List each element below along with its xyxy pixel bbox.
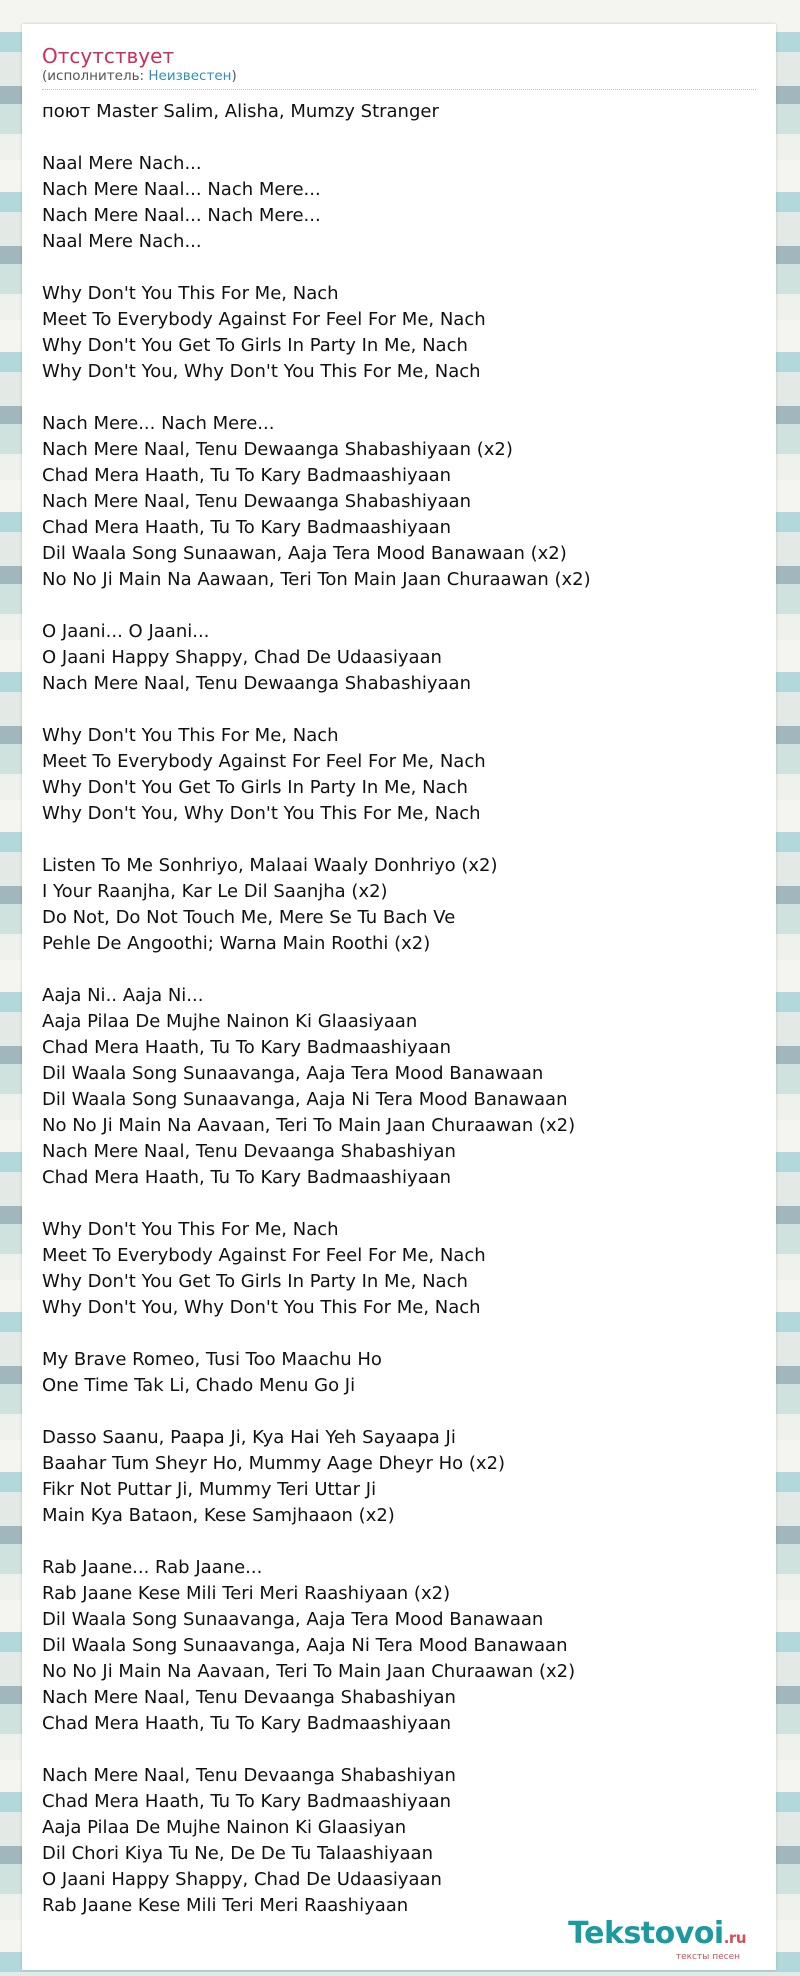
lyric-line: Aaja Pilaa De Mujhe Nainon Ki Glaasiyaan (42, 1011, 418, 1032)
lyric-line: No No Ji Main Na Aawaan, Teri Ton Main Jaan Churaawan (x2) (42, 569, 591, 590)
lyric-line: Rab Jaane Kese Mili Teri Meri Raashiyaan (x2) (42, 1583, 451, 1604)
lyric-line: My Brave Romeo, Tusi Too Maachu Ho (42, 1349, 382, 1370)
lyric-line: Nach Mere Naal, Tenu Dewaanga Shabashiyaan (42, 491, 471, 512)
lyrics-stanza (42, 281, 756, 385)
lyric-line: Nach Mere Naal, Tenu Dewaanga Shabashiyaan (42, 673, 471, 694)
lyric-line: Dil Waala Song Sunaavanga, Aaja Ni Tera Mood Banawaan (42, 1635, 568, 1656)
lyrics-stanza (42, 151, 756, 255)
lyric-line: Do Not, Do Not Touch Me, Mere Se Tu Bach Ve (42, 907, 456, 928)
lyric-line: Meet To Everybody Against For Feel For Me, Nach (42, 309, 486, 330)
lyric-line: Rab Jaane Kese Mili Teri Meri Raashiyaan (42, 1895, 409, 1916)
lyric-line: Why Don't You Get To Girls In Party In Me, Nach (42, 335, 468, 356)
lyric-line: Nach Mere Naal... Nach Mere... (42, 179, 321, 200)
lyric-line: O Jaani Happy Shappy, Chad De Udaasiyaan (42, 1869, 442, 1890)
lyric-line: O Jaani... O Jaani... (42, 621, 210, 642)
lyric-line: Dil Waala Song Sunaavanga, Aaja Ni Tera Mood Banawaan (42, 1089, 568, 1110)
lyric-line: Why Don't You This For Me, Nach (42, 283, 339, 304)
lyric-line: Naal Mere Nach... (42, 231, 202, 252)
lyric-line: Meet To Everybody Against For Feel For Me, Nach (42, 1245, 486, 1266)
lyric-line: Listen To Me Sonhriyo, Malaai Waaly Donhriyo (x2) (42, 855, 498, 876)
artist-link[interactable]: Неизвестен (148, 68, 232, 84)
lyric-line: Why Don't You This For Me, Nach (42, 1219, 339, 1240)
lyric-line: Chad Mera Haath, Tu To Kary Badmaashiyaan (42, 1167, 452, 1188)
site-logo[interactable] (568, 1918, 746, 1962)
lyric-line: Dil Chori Kiya Tu Ne, De De Tu Talaashiyaan (42, 1843, 433, 1864)
lyric-line: Dil Waala Song Sunaavanga, Aaja Tera Mood Banawaan (42, 1609, 544, 1630)
lyric-line: Chad Mera Haath, Tu To Kary Badmaashiyaan (42, 1037, 452, 1058)
lyric-line: Nach Mere Naal, Tenu Devaanga Shabashiyan (42, 1141, 456, 1162)
logo-name: Tekstovoi (568, 1916, 724, 1951)
lyrics-stanza (42, 1763, 756, 1919)
song-title: Отсутствует (42, 44, 175, 68)
lyric-line: Why Don't You Get To Girls In Party In Me, Nach (42, 777, 468, 798)
lyric-line: Why Don't You, Why Don't You This For Me, Nach (42, 803, 481, 824)
lyrics-stanza (42, 853, 756, 957)
lyrics-stanza (42, 411, 756, 593)
lyric-line: Aaja Ni.. Aaja Ni... (42, 985, 204, 1006)
lyric-line: Chad Mera Haath, Tu To Kary Badmaashiyaan (42, 465, 452, 486)
lyrics-stanza (42, 1555, 756, 1737)
lyrics-stanza (42, 619, 756, 697)
lyrics-body (42, 151, 756, 1919)
lyric-line: Dasso Saanu, Paapa Ji, Kya Hai Yeh Sayaapa Ji (42, 1427, 456, 1448)
artist-prefix: (исполнитель: (42, 68, 149, 84)
lyric-line: Dil Waala Song Sunaawan, Aaja Tera Mood Banawaan (x2) (42, 543, 567, 564)
lyric-line: I Your Raanjha, Kar Le Dil Saanjha (x2) (42, 881, 388, 902)
lyric-line: O Jaani Happy Shappy, Chad De Udaasiyaan (42, 647, 442, 668)
lyric-line: Fikr Not Puttar Ji, Mummy Teri Uttar Ji (42, 1479, 377, 1500)
lyric-line: Chad Mera Haath, Tu To Kary Badmaashiyaan (42, 1713, 452, 1734)
lyric-line: Why Don't You Get To Girls In Party In Me, Nach (42, 1271, 468, 1292)
lyric-line: No No Ji Main Na Aavaan, Teri To Main Jaan Churaawan (x2) (42, 1115, 576, 1136)
lyrics-stanza (42, 723, 756, 827)
lyric-line: Nach Mere Naal, Tenu Devaanga Shabashiyan (42, 1687, 456, 1708)
logo-tagline: тексты песен (675, 1952, 740, 1962)
lyrics-stanza (42, 1347, 756, 1399)
lyric-line: Why Don't You, Why Don't You This For Me, Nach (42, 361, 481, 382)
lyric-line: One Time Tak Li, Chado Menu Go Ji (42, 1375, 356, 1396)
logo-wordmark (568, 1918, 746, 1954)
lyric-line: No No Ji Main Na Aavaan, Teri To Main Jaan Churaawan (x2) (42, 1661, 576, 1682)
artist-suffix: ) (231, 68, 237, 84)
lyric-line: Baahar Tum Sheyr Ho, Mummy Aage Dheyr Ho (x2) (42, 1453, 506, 1474)
lyric-line: Nach Mere Naal, Tenu Dewaanga Shabashiyaan (x2) (42, 439, 513, 460)
artist-line (42, 68, 756, 90)
lyric-line: Why Don't You, Why Don't You This For Me, Nach (42, 1297, 481, 1318)
lyric-line: Nach Mere Naal, Tenu Devaanga Shabashiyan (42, 1765, 456, 1786)
lyrics-stanza (42, 1217, 756, 1321)
lyric-line: Aaja Pilaa De Mujhe Nainon Ki Glaasiyan (42, 1817, 407, 1838)
lyric-line: Naal Mere Nach... (42, 153, 202, 174)
lyric-line: Meet To Everybody Against For Feel For Me, Nach (42, 751, 486, 772)
lyric-line: Rab Jaane... Rab Jaane... (42, 1557, 263, 1578)
lyric-line: Chad Mera Haath, Tu To Kary Badmaashiyaan (42, 1791, 452, 1812)
lyrics-stanza (42, 1425, 756, 1529)
lyric-line: Nach Mere Naal... Nach Mere... (42, 205, 321, 226)
lyric-line: Main Kya Bataon, Kese Samjhaaon (x2) (42, 1505, 395, 1526)
lyric-line: Nach Mere... Nach Mere... (42, 413, 275, 434)
lyrics-stanza (42, 983, 756, 1191)
performers-line: поют Master Salim, Alisha, Mumzy Stranger (42, 101, 439, 122)
lyric-line: Dil Waala Song Sunaavanga, Aaja Tera Mood Banawaan (42, 1063, 544, 1084)
lyrics-card (22, 24, 776, 1970)
lyric-line: Pehle De Angoothi; Warna Main Roothi (x2) (42, 933, 431, 954)
lyric-line: Chad Mera Haath, Tu To Kary Badmaashiyaan (42, 517, 452, 538)
logo-tld: .ru (723, 1929, 746, 1947)
lyric-line: Why Don't You This For Me, Nach (42, 725, 339, 746)
